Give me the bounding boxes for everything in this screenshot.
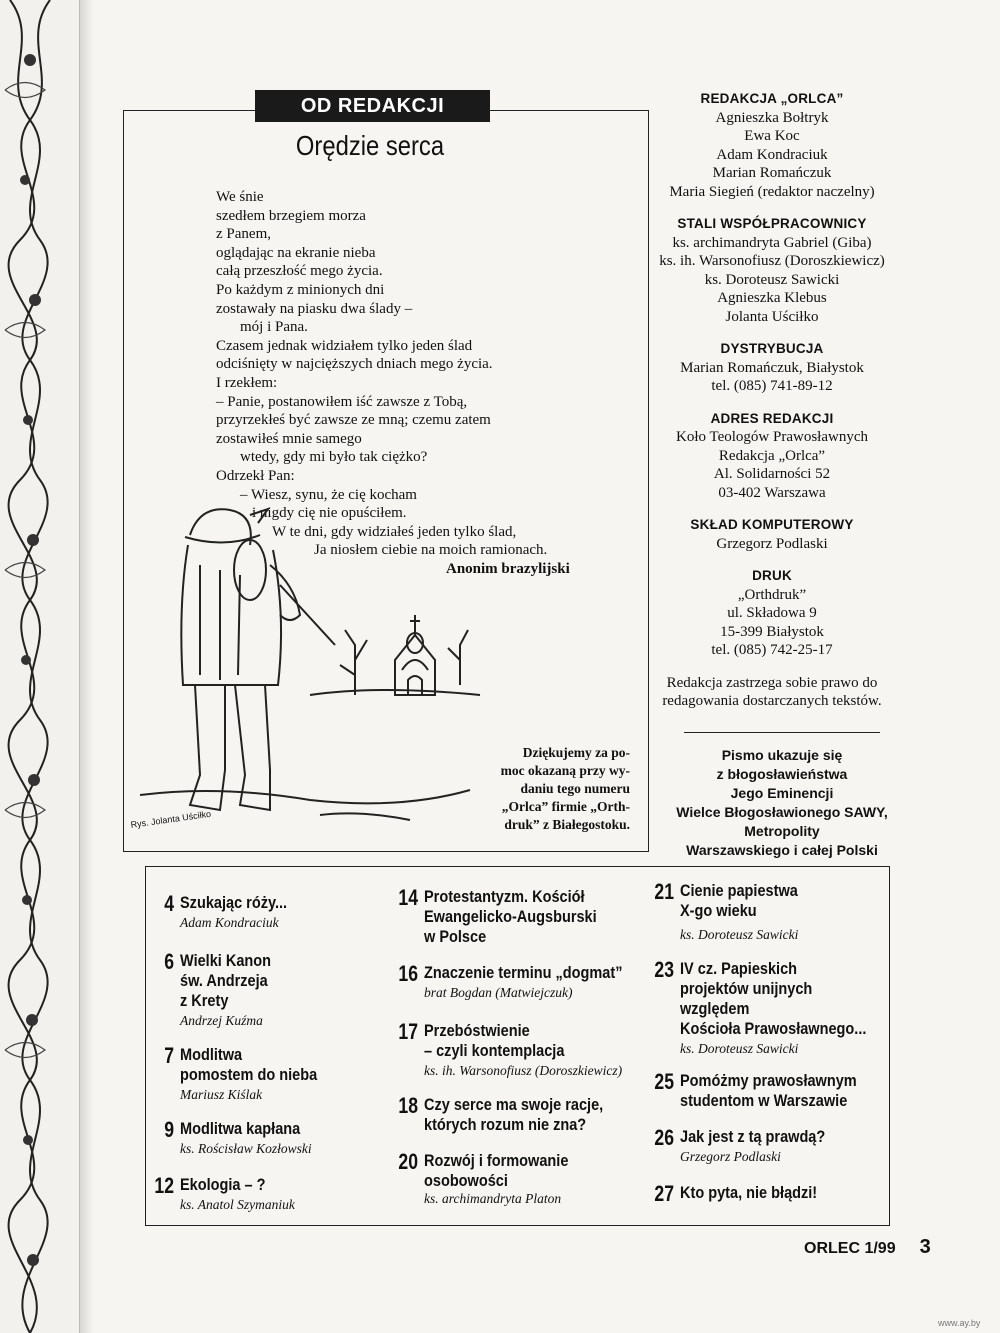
poem-line: Odrzekł Pan: — [216, 467, 295, 484]
blessing-line: Metropolity — [744, 823, 820, 839]
blessing-line: Pismo ukazuje się — [721, 747, 843, 763]
poem-line: z Panem, — [216, 226, 271, 243]
toc-page-number: 9 — [164, 1117, 174, 1142]
toc-page-number: 23 — [654, 957, 674, 982]
masthead-line: Adam Kondraciuk — [716, 146, 828, 163]
toc-title: Modlitwa kapłana — [180, 1120, 301, 1138]
masthead-heading: STALI WSPÓŁPRACOWNICY — [677, 216, 867, 231]
toc-page-number: 4 — [164, 891, 174, 916]
masthead-line: „Orthdruk” — [737, 586, 807, 603]
masthead-line: Agnieszka Bołtryk — [715, 109, 829, 126]
toc-title: IV cz. Papieskich projektów unijnych względem Kościoła Prawosławnego... — [680, 960, 867, 1038]
masthead-line: Agnieszka Klebus — [717, 290, 827, 306]
masthead-line: ul. Składowa 9 — [727, 605, 817, 621]
masthead-note — [652, 674, 892, 711]
poem-line: We śnie — [216, 189, 264, 205]
poem-line: oglądając na ekranie nieba — [216, 244, 376, 261]
page-gutter-shadow — [80, 0, 94, 1333]
poem-line: I rzekłem: — [216, 374, 278, 391]
thanks-line: moc okazaną przy wy- — [500, 763, 630, 778]
toc-page-number: 27 — [654, 1181, 674, 1206]
poem-line: odciśnięty w najcięższych dniach mego życia. — [216, 356, 493, 373]
masthead-line: Jolanta Uściłko — [725, 308, 819, 325]
toc-page-number: 17 — [398, 1019, 418, 1044]
table-of-contents — [145, 866, 890, 1226]
poem-line: mój i Pana. — [240, 319, 308, 336]
poem-line: – Wiesz, synu, że cię kocham — [240, 486, 417, 503]
blessing-line: Jego Eminencji — [730, 785, 834, 801]
masthead-sklad — [652, 516, 892, 553]
toc-title: Cienie papiestwa X-go wieku — [680, 882, 798, 920]
masthead-druk — [652, 567, 892, 660]
poem-line: – Panie, postanowiłem iść zawsze z Tobą, — [216, 393, 468, 410]
ornament-border-image — [0, 0, 80, 1333]
watermark: www.ay.by — [938, 1318, 981, 1328]
divider — [684, 732, 880, 733]
toc-title: Jak jest z tą prawdą? — [680, 1128, 826, 1146]
toc-page-number: 14 — [398, 885, 418, 910]
poem-line: całą przeszłość mego życia. — [216, 263, 383, 280]
toc-author: ks. Rościsław Kozłowski — [180, 1141, 312, 1156]
blessing-line: Warszawskiego i całej Polski — [686, 842, 878, 858]
masthead-line: tel. (085) 741-89-12 — [711, 378, 833, 394]
toc-author: ks. Doroteusz Sawicki — [680, 927, 799, 942]
toc-author: Andrzej Kuźma — [180, 1013, 263, 1028]
pilgrim-illustration-image — [140, 495, 500, 840]
masthead-line: Ewa Koc — [744, 128, 800, 144]
poem-line: i nigdy cię nie opuściłem. — [252, 505, 407, 522]
masthead-line: redagowania dostarczanych tekstów. — [662, 693, 882, 709]
toc-page-number: 20 — [398, 1149, 418, 1174]
thanks-line: daniu tego numeru — [520, 781, 630, 796]
toc-page-number: 21 — [654, 879, 674, 904]
toc-title: Rozwój i formowanie osobowości — [424, 1152, 569, 1190]
masthead-line: Redakcja „Orlca” — [718, 447, 826, 464]
toc-author: ks. archimandryta Platon — [424, 1191, 562, 1206]
poem-line: przyrzekłeś być zawsze ze mną; czemu zatem — [216, 412, 491, 429]
masthead-dystrybucja — [652, 340, 892, 396]
masthead-heading: DYSTRYBUCJA — [720, 341, 824, 356]
masthead-line: 15-399 Białystok — [720, 623, 824, 640]
toc-author: ks. ih. Warsonofiusz (Doroszkiewicz) — [424, 1063, 623, 1078]
toc-title: Znaczenie terminu „dogmat” — [424, 964, 623, 982]
toc-author: Grzegorz Podlaski — [680, 1149, 781, 1164]
masthead-line: ks. Doroteusz Sawicki — [704, 271, 840, 288]
toc-title: Kto pyta, nie błądzi! — [680, 1184, 818, 1202]
poem-line: szedłem brzegiem morza — [216, 207, 366, 224]
toc-title: Wielki Kanon św. Andrzeja z Krety — [180, 952, 272, 1010]
toc-page-number: 18 — [398, 1093, 418, 1118]
poem-author: Anonim brazylijski — [446, 560, 570, 577]
toc-title: Ekologia – ? — [180, 1176, 266, 1194]
poem-line: Ja niosłem ciebie na moich ramionach. — [314, 542, 548, 559]
masthead — [652, 90, 892, 711]
toc-author: ks. Anatol Szymaniuk — [180, 1197, 295, 1212]
masthead-line: Koło Teologów Prawosławnych — [676, 429, 868, 445]
toc-author: brat Bogdan (Matwiejczuk) — [424, 985, 573, 1000]
poem-line: wtedy, gdy mi było tak ciężko? — [240, 449, 428, 466]
toc-page-number: 7 — [164, 1043, 174, 1068]
page-footer — [804, 1236, 931, 1259]
masthead-line: Grzegorz Podlaski — [716, 535, 828, 552]
toc-page-number: 26 — [654, 1125, 674, 1150]
masthead-heading: SKŁAD KOMPUTEROWY — [690, 517, 854, 532]
masthead-line: ks. ih. Warsonofiusz (Doroszkiewicz) — [659, 253, 885, 269]
masthead-redakcja — [652, 90, 892, 201]
poem-line: zostawały na piasku dwa ślady – — [216, 300, 413, 317]
poem-line: W te dni, gdy widziałeś jeden tylko ślad, — [272, 523, 517, 540]
masthead-heading: REDAKCJA „ORLCA” — [700, 91, 844, 106]
poem-line: Po każdym z minionych dni — [216, 281, 385, 298]
toc-title: Protestantyzm. Kościół Ewangelicko-Augsburski w Polsce — [424, 888, 597, 946]
page-number: 3 — [919, 1236, 931, 1258]
toc-author: ks. Doroteusz Sawicki — [680, 1041, 799, 1056]
masthead-line: Marian Romańczuk — [712, 165, 832, 181]
masthead-adres — [652, 410, 892, 503]
masthead-stali — [652, 215, 892, 326]
poem-line: Czasem jednak widziałem tylko jeden ślad — [216, 337, 473, 354]
toc-title: Pomóżmy prawosławnym studentom w Warszawie — [680, 1072, 857, 1110]
toc-page-number: 6 — [164, 949, 174, 974]
thanks-line: druk” z Białegostoku. — [504, 817, 630, 832]
toc-title: Czy serce ma swoje racje, których rozum nie zna? — [424, 1096, 604, 1134]
blessing-note — [662, 746, 902, 860]
masthead-heading: DRUK — [752, 568, 792, 583]
toc-author: Mariusz Kiślak — [180, 1087, 263, 1102]
previous-page-edge — [0, 0, 80, 1333]
blessing-line: Wielce Błogosławionego SAWY, — [676, 804, 888, 820]
masthead-line: Redakcja zastrzega sobie prawo do — [666, 674, 878, 691]
toc-author: Adam Kondraciuk — [180, 915, 279, 930]
masthead-line: 03-402 Warszawa — [718, 484, 826, 501]
toc-title: Szukając róży... — [180, 894, 288, 912]
masthead-line: Al. Solidarności 52 — [713, 466, 831, 482]
toc-title: Modlitwa pomostem do nieba — [180, 1046, 318, 1084]
magazine-issue: ORLEC 1/99 — [804, 1240, 896, 1257]
masthead-line: tel. (085) 742-25-17 — [711, 642, 833, 658]
poem-line: zostawiłeś mnie samego — [216, 430, 362, 447]
masthead-line: Maria Siegień (redaktor naczelny) — [669, 183, 875, 200]
thanks-note — [480, 744, 630, 834]
toc-page-number: 25 — [654, 1069, 674, 1094]
thanks-line: „Orlca” firmie „Orth- — [501, 799, 630, 814]
toc-page-number: 16 — [398, 961, 418, 986]
editorial-tab-label: OD REDAKCJI — [255, 90, 490, 122]
masthead-line: Marian Romańczuk, Białystok — [680, 359, 864, 376]
editorial-title: Orędzie serca — [295, 130, 445, 161]
thanks-line: Dziękujemy za po- — [522, 745, 630, 760]
toc-title: Przebóstwienie – czyli kontemplacja — [424, 1022, 565, 1060]
illustration-credit: Rys. Jolanta Uściłko — [130, 808, 212, 830]
masthead-heading: ADRES REDAKCJI — [710, 410, 834, 426]
masthead-line: ks. archimandryta Gabriel (Giba) — [672, 234, 872, 251]
toc-page-number: 12 — [154, 1173, 174, 1198]
blessing-line: z błogosławieństwa — [716, 766, 848, 782]
